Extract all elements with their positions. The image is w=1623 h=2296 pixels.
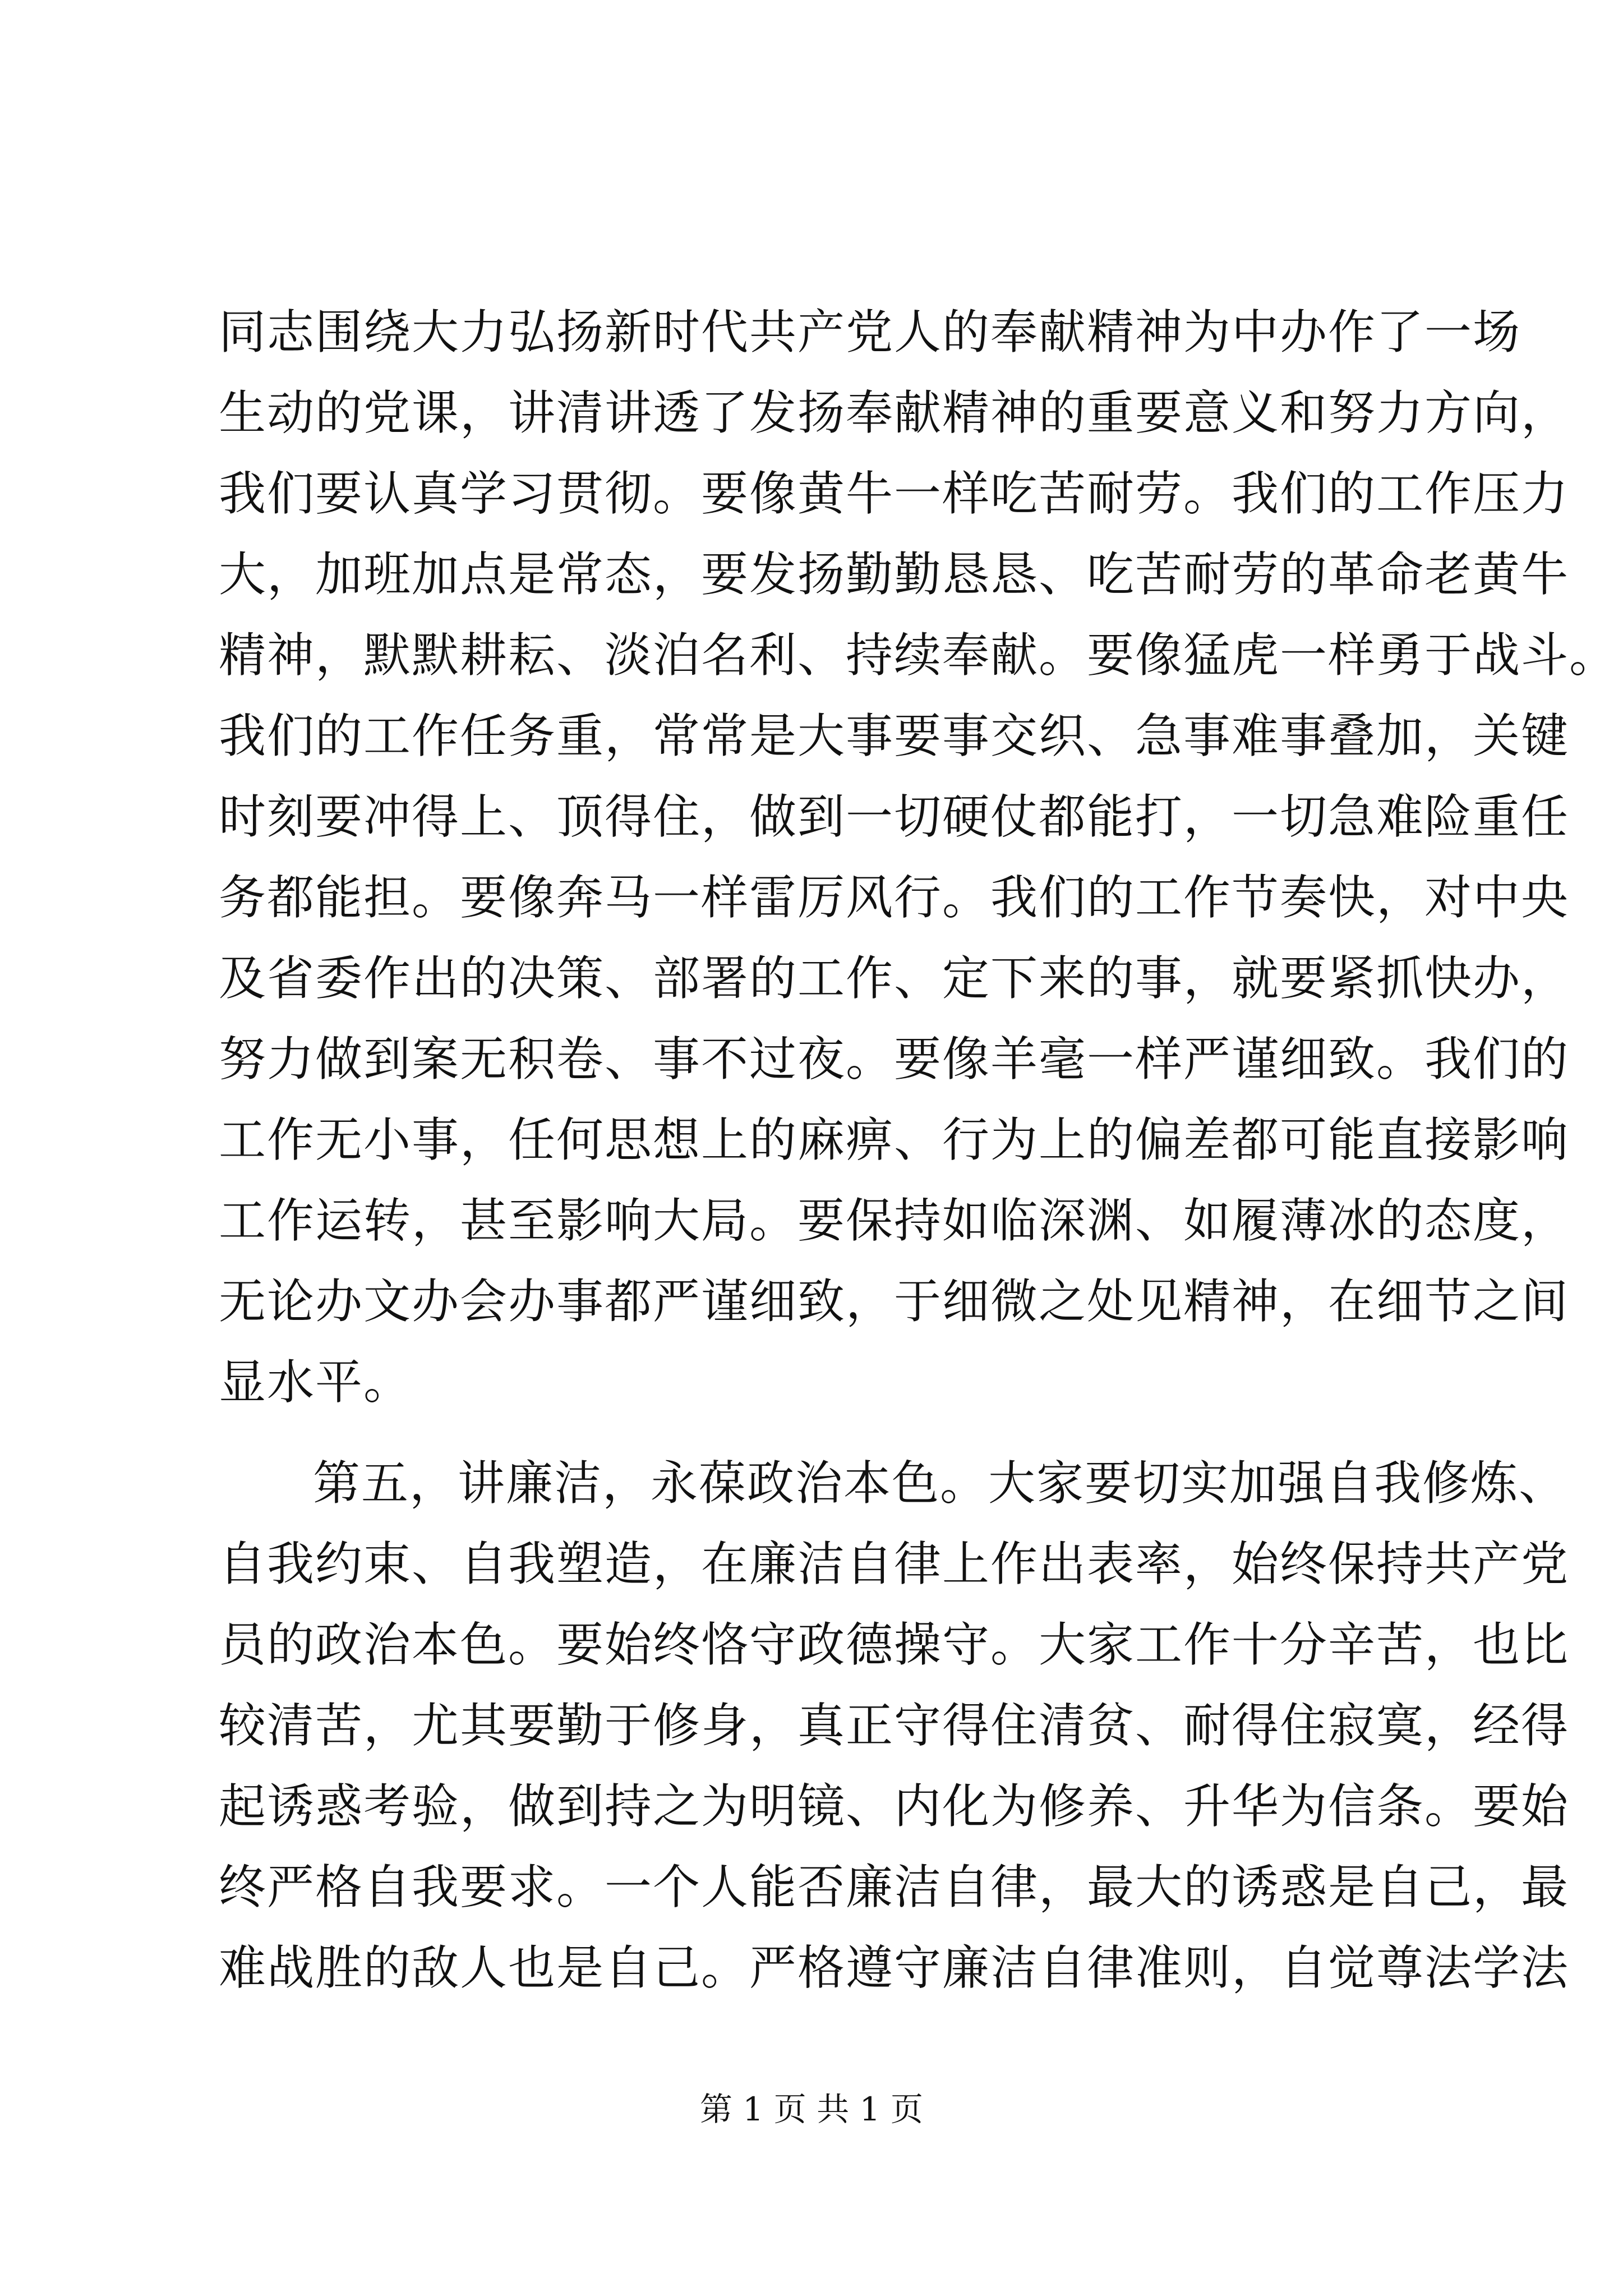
paragraph-line: 精神，默默耕耘、淡泊名利、持续奉献。要像猛虎一样勇于战斗。 <box>219 628 1618 683</box>
paragraph-line: 较清苦，尤其要勤于修身，真正守得住清贫、耐得住寂寞，经得 <box>219 1698 1570 1753</box>
paragraph-line: 努力做到案无积卷、事不过夜。要像羊毫一样严谨细致。我们的 <box>219 1032 1570 1087</box>
paragraph-line: 时刻要冲得上、顶得住，做到一切硬仗都能打，一切急难险重任 <box>219 789 1570 844</box>
paragraph-line: 我们要认真学习贯彻。要像黄牛一样吃苦耐劳。我们的工作压力 <box>219 466 1570 521</box>
paragraph-line: 员的政治本色。要始终恪守政德操守。大家工作十分辛苦，也比 <box>219 1617 1570 1672</box>
paragraph-line: 生动的党课，讲清讲透了发扬奉献精神的重要意义和努力方向， <box>219 385 1570 440</box>
paragraph-line: 同志围绕大力弘扬新时代共产党人的奉献精神为中办作了一场 <box>219 305 1521 360</box>
paragraph-2 <box>219 1443 1570 2008</box>
paragraph-line: 难战胜的敌人也是自己。严格遵守廉洁自律准则，自觉尊法学法 <box>219 1940 1570 1995</box>
paragraph-line: 终严格自我要求。一个人能否廉洁自律，最大的诱惑是自己，最 <box>219 1860 1570 1915</box>
paragraph-line: 自我约束、自我塑造，在廉洁自律上作出表率，始终保持共产党 <box>219 1536 1570 1591</box>
page-number-label: 第 1 页 共 1 页 <box>700 2090 923 2128</box>
paragraph-line: 工作无小事，任何思想上的麻痹、行为上的偏差都可能直接影响 <box>219 1112 1570 1167</box>
paragraph-line: 工作运转，甚至影响大局。要保持如临深渊、如履薄冰的态度， <box>219 1193 1570 1248</box>
paragraph-line: 我们的工作任务重，常常是大事要事交织、急事难事叠加，关键 <box>219 708 1570 763</box>
paragraph-gap <box>219 1423 1402 1443</box>
page-footer <box>0 2087 1623 2132</box>
document-body <box>219 292 1618 2008</box>
paragraph-line: 显水平。 <box>219 1355 412 1410</box>
paragraph-line: 第五，讲廉洁，永葆政治本色。大家要切实加强自我修炼、 <box>313 1456 1567 1511</box>
paragraph-line: 大，加班加点是常态，要发扬勤勤恳恳、吃苦耐劳的革命老黄牛 <box>219 547 1570 602</box>
paragraph-line: 务都能担。要像奔马一样雷厉风行。我们的工作节奏快，对中央 <box>219 870 1570 925</box>
paragraph-1 <box>219 292 1618 1423</box>
paragraph-line: 及省委作出的决策、部署的工作、定下来的事，就要紧抓快办， <box>219 951 1570 1006</box>
paragraph-line: 起诱惑考验，做到持之为明镜、内化为修养、升华为信条。要始 <box>219 1779 1570 1834</box>
paragraph-line: 无论办文办会办事都严谨细致，于细微之处见精神，在细节之间 <box>219 1274 1570 1329</box>
